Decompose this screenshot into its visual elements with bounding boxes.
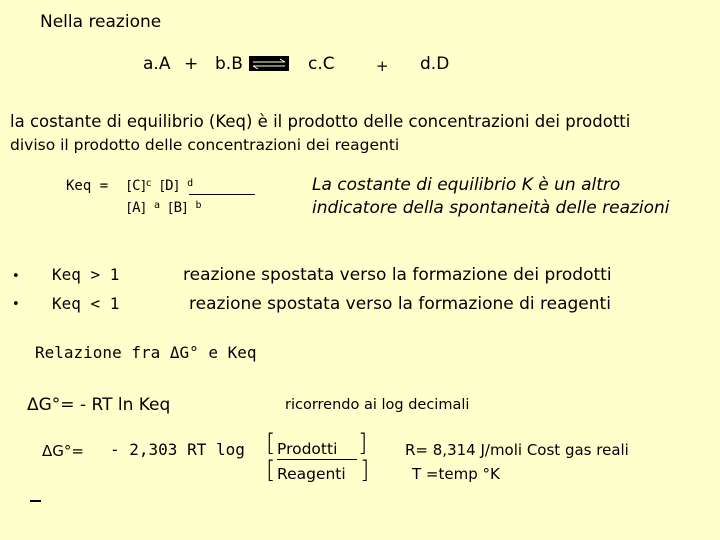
gibbs-lhs: ΔG°=	[42, 442, 84, 460]
species: D	[165, 178, 174, 194]
fraction-line	[277, 459, 357, 460]
denominator-reagenti: Reagenti	[277, 465, 346, 483]
bullet-marker: •	[12, 297, 20, 312]
slide-title: Nella reazione	[40, 12, 162, 32]
gibbs-rhs: - 2,303 RT log	[110, 440, 245, 459]
bracket-right-icon: ]	[358, 429, 368, 457]
bullet-result: reazione spostata verso la formazione dei prodotti	[183, 265, 612, 285]
relation-heading: Relazione fra ΔG° e Keq	[35, 343, 257, 362]
species: C	[132, 178, 141, 194]
bracket-right-icon: ]	[360, 456, 370, 484]
equilibrium-arrow-icon	[249, 56, 289, 71]
product-c: c.C	[308, 54, 335, 74]
exponent: c	[145, 178, 152, 189]
trailing-dash	[30, 500, 41, 502]
definition-line: diviso il prodotto delle concentrazioni dei reagenti	[10, 136, 400, 154]
numerator-prodotti: Prodotti	[277, 440, 338, 458]
fraction-line	[189, 194, 255, 195]
reactant-a: a.A	[143, 54, 171, 74]
keq-numerator: $[C]^c$ [D] $^d$	[127, 178, 194, 194]
definition-line: la costante di equilibrio (Keq) è il prodotto delle concentrazioni dei prodotti	[10, 112, 631, 131]
plus-sign: +	[376, 57, 389, 75]
bullet-marker: •	[12, 269, 20, 284]
exponent: a	[154, 200, 161, 211]
reactant-b: b.B	[215, 54, 243, 74]
gibbs-equation-ln: ΔG°= - RT ln Keq	[27, 395, 171, 415]
keq-denominator: [A] $^a$ [B] $^b$	[127, 200, 202, 216]
bullet-condition: Keq < 1	[52, 294, 120, 313]
species: B	[173, 200, 183, 216]
bullet-condition: Keq > 1	[52, 265, 120, 284]
log-note: ricorrendo ai log decimali	[285, 397, 470, 413]
t-info: T =temp °K	[412, 465, 500, 483]
keq-label: Keq =	[66, 178, 109, 194]
keq-note: La costante di equilibrio K è un altro indicatore della spontaneità delle reazioni	[312, 175, 670, 218]
exponent: d	[187, 178, 194, 189]
r-constant-info: R= 8,314 J/moli Cost gas reali	[405, 441, 629, 459]
product-d: d.D	[420, 54, 450, 74]
plus-sign: +	[184, 54, 199, 74]
bracket-left-icon: [	[266, 429, 276, 457]
exponent: b	[195, 200, 202, 211]
bracket-left-icon: [	[266, 456, 276, 484]
bullet-result: reazione spostata verso la formazione di reagenti	[189, 294, 611, 314]
species: A	[132, 200, 141, 216]
